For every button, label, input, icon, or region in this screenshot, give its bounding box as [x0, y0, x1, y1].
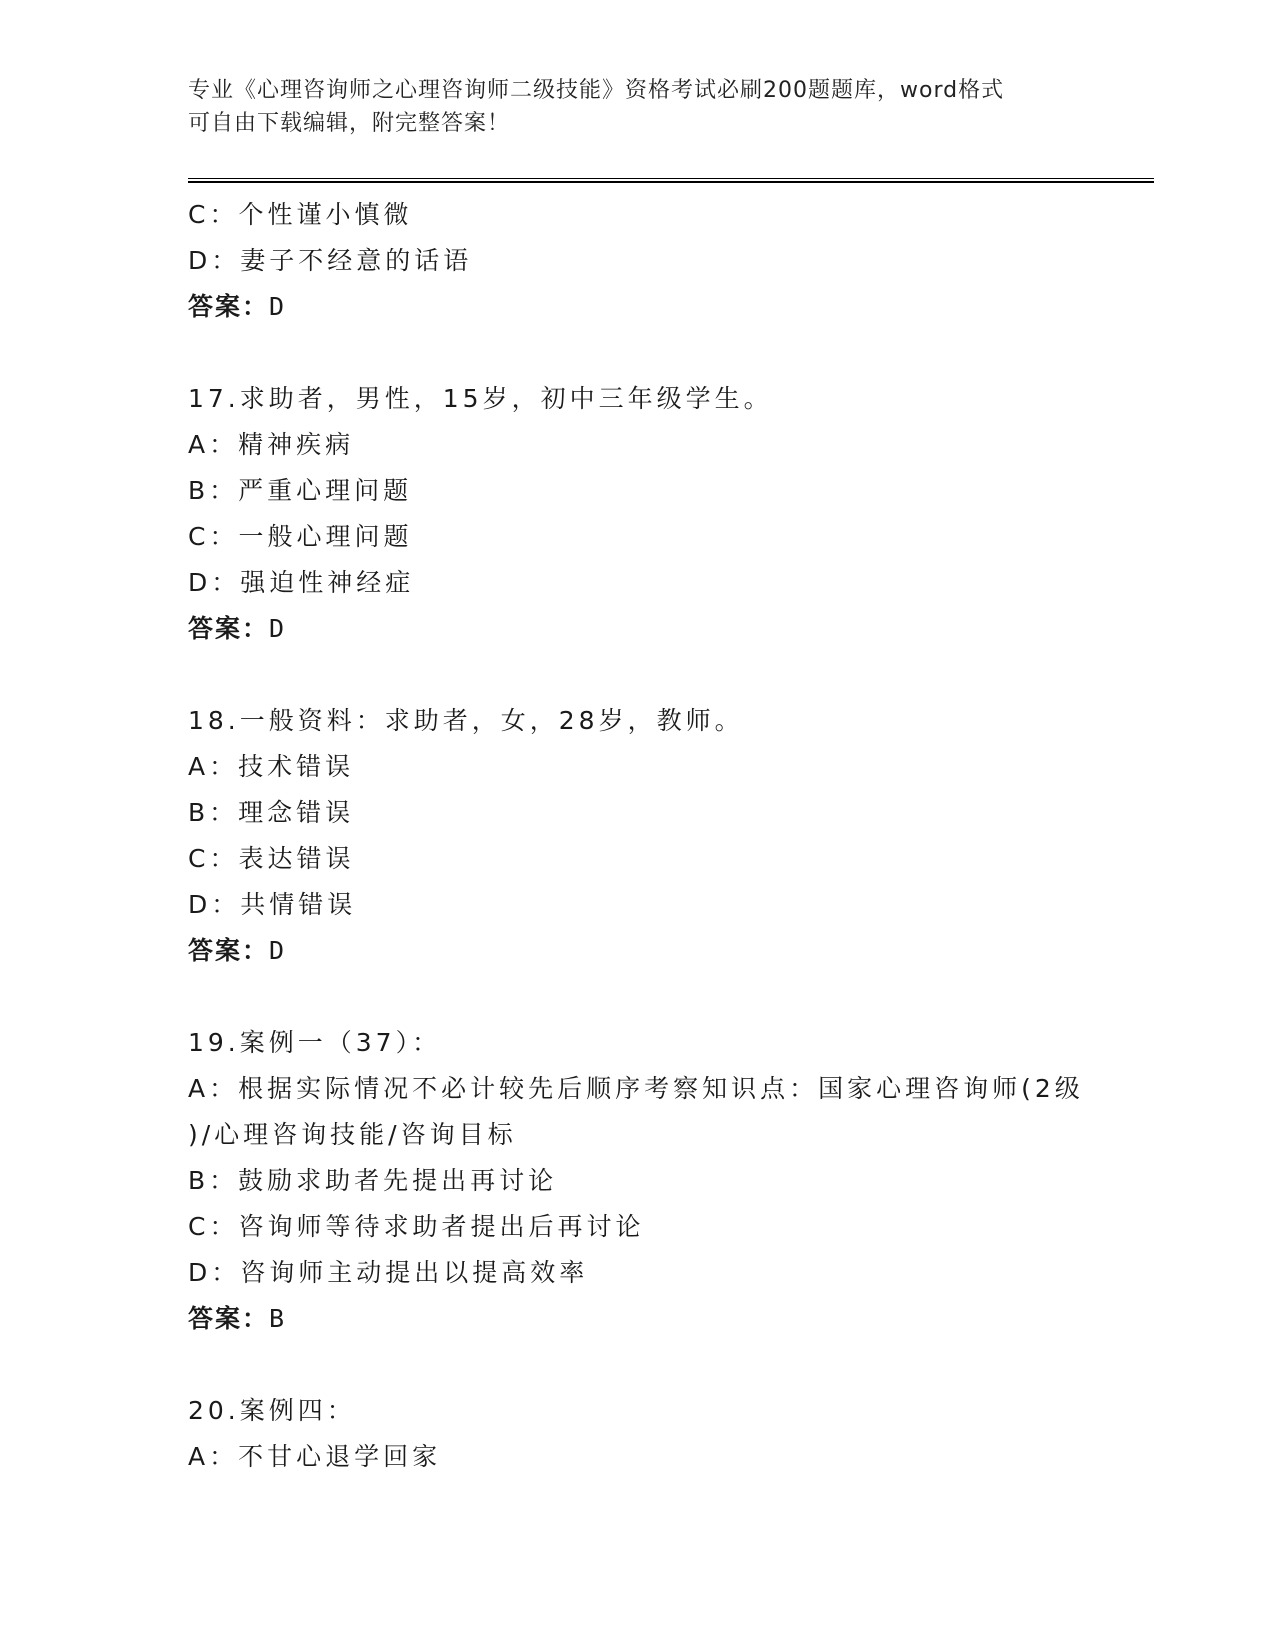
option-d: D：妻子不经意的话语 [188, 246, 473, 275]
spacer [188, 1342, 1154, 1388]
option-c: C：个性谨小慎微 [188, 200, 413, 229]
answer-label: 答案： [188, 936, 270, 965]
option-a: A：精神疾病 [188, 430, 355, 459]
option-d: D：共情错误 [188, 890, 357, 919]
answer-line [188, 928, 1154, 974]
option-d: D：咨询师主动提出以提高效率 [188, 1258, 589, 1287]
answer-label: 答案： [188, 614, 270, 643]
answer-line [188, 606, 1154, 652]
header-divider [188, 178, 1154, 183]
option-a: A：不甘心退学回家 [188, 1442, 442, 1471]
answer-line [188, 1296, 1154, 1342]
question-stem: 19.案例一（37）： [188, 1028, 442, 1057]
header-title-line-2: 可自由下载编辑，附完整答案！ [188, 111, 511, 136]
question-stem: 18.一般资料：求助者，女，28岁，教师。 [188, 706, 744, 735]
header-title-line-1: 专业《心理咨询师之心理咨询师二级技能》资格考试必刷200题题库，word格式 [188, 78, 1005, 103]
option-b: B：理念错误 [188, 798, 355, 827]
option-b: B：严重心理问题 [188, 476, 413, 505]
question-stem: 20.案例四： [188, 1396, 356, 1425]
document-header [188, 74, 1088, 140]
answer-line [188, 284, 1154, 330]
answer-label: 答案： [188, 292, 270, 321]
answer-value: B [269, 1304, 286, 1333]
spacer [188, 974, 1154, 1020]
question-18 [188, 698, 1154, 974]
answer-value: D [269, 936, 286, 965]
option-c: C：咨询师等待求助者提出后再讨论 [188, 1212, 645, 1241]
answer-value: D [269, 292, 286, 321]
question-list [188, 192, 1154, 1480]
option-d: D：强迫性神经症 [188, 568, 415, 597]
answer-value: D [269, 614, 286, 643]
answer-label: 答案： [188, 1304, 270, 1333]
question-16-continued [188, 192, 1154, 330]
question-17 [188, 376, 1154, 652]
question-stem: 17.求助者，男性，15岁，初中三年级学生。 [188, 384, 773, 413]
question-20 [188, 1388, 1154, 1480]
spacer [188, 652, 1154, 698]
option-a: A：根据实际情况不必计较先后顺序考察知识点：国家心理咨询师(2级 [188, 1074, 1084, 1103]
option-a-continued: )/心理咨询技能/咨询目标 [188, 1120, 517, 1149]
option-a: A：技术错误 [188, 752, 355, 781]
spacer [188, 330, 1154, 376]
option-c: C：一般心理问题 [188, 522, 413, 551]
question-19 [188, 1020, 1154, 1342]
option-b: B：鼓励求助者先提出再讨论 [188, 1166, 558, 1195]
option-c: C：表达错误 [188, 844, 355, 873]
